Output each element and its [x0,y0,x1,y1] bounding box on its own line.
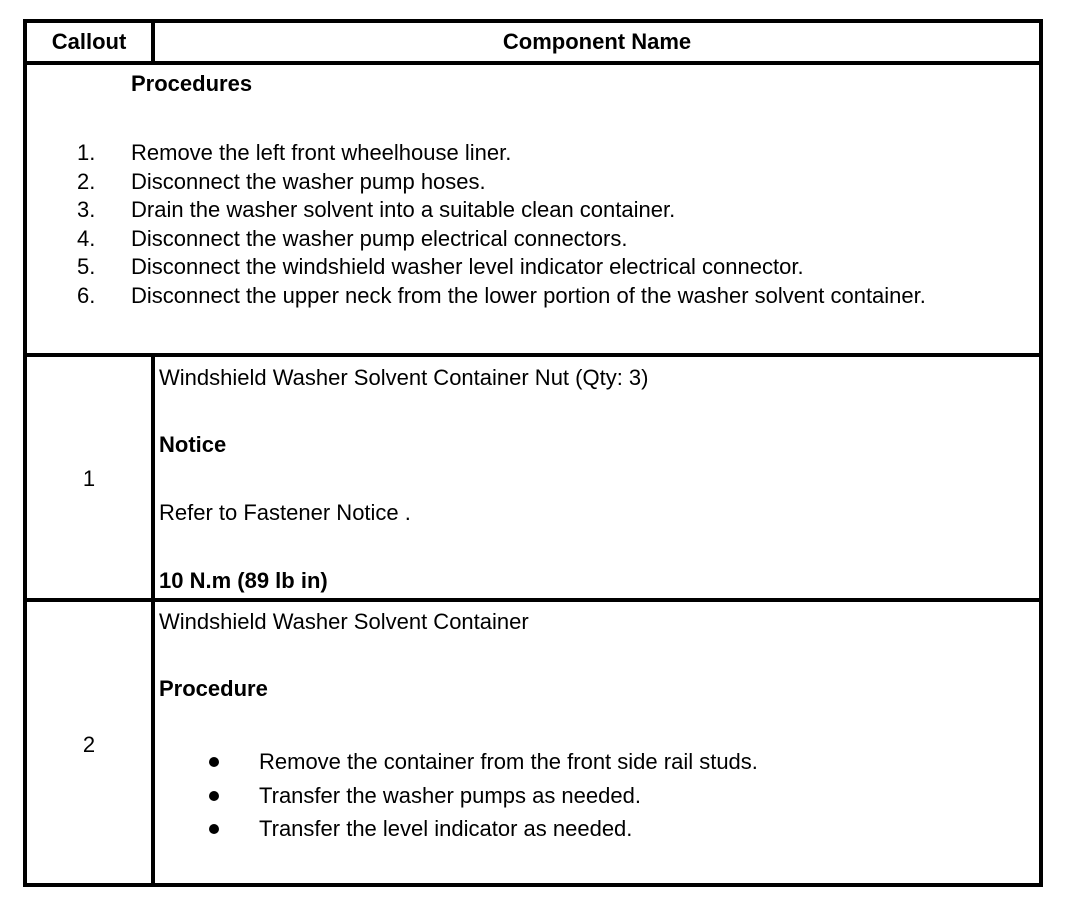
procedure-bullet [27,779,758,813]
row-1-divider [27,598,1039,602]
bullet-text: Transfer the washer pumps as needed. [259,782,641,808]
procedure-step [27,253,926,282]
bullet-icon [209,824,219,834]
row-1-callout: 1 [82,466,96,491]
step-text: Disconnect the washer pump hoses. [131,168,486,194]
step-text: Disconnect the windshield washer level indicator electrical connector. [131,254,804,280]
step-number: 1. [77,140,96,165]
step-number: 2. [77,168,96,194]
step-text: Drain the washer solvent into a suitable clean container. [131,197,676,223]
row-2-component-name: Windshield Washer Solvent Container [159,609,529,634]
step-text: Disconnect the upper neck from the lower portion of the washer solvent container. [131,282,926,308]
bullet-text: Remove the container from the front side rail studs. [259,749,758,774]
callout-header: Callout [51,29,127,54]
bullet-icon [209,757,219,767]
step-number: 4. [77,225,96,251]
row-1-notice-text: Refer to Fastener Notice . [159,500,411,525]
procedures-divider [27,353,1039,357]
procedures-steps [27,139,926,311]
procedure-bullet [27,812,758,846]
component-table [23,19,1043,887]
bullet-icon [209,791,219,801]
row-1-component-name: Windshield Washer Solvent Container Nut (Qty: 3) [159,365,649,390]
procedure-step [27,225,926,254]
header-divider [27,61,1039,65]
procedure-step [27,282,926,311]
step-number: 3. [77,197,96,223]
procedure-step [27,139,926,168]
bullet-text: Transfer the level indicator as needed. [259,816,633,841]
step-text: Remove the left front wheelhouse liner. [131,140,512,165]
step-text: Disconnect the washer pump electrical connectors. [131,225,628,251]
step-number: 6. [77,282,96,308]
row-1-notice-heading: Notice [159,432,227,457]
component-name-header: Component Name [502,29,692,54]
procedures-heading: Procedures [131,71,253,96]
row-1-torque-spec: 10 N.m (89 lb in) [159,568,328,593]
row-2-callout: 2 [82,732,96,757]
procedure-bullet [27,745,758,779]
row-2-procedure-bullets [27,745,758,846]
procedure-step [27,196,926,225]
step-number: 5. [77,254,96,280]
row-2-procedure-heading: Procedure [159,676,268,701]
procedure-step [27,168,926,197]
